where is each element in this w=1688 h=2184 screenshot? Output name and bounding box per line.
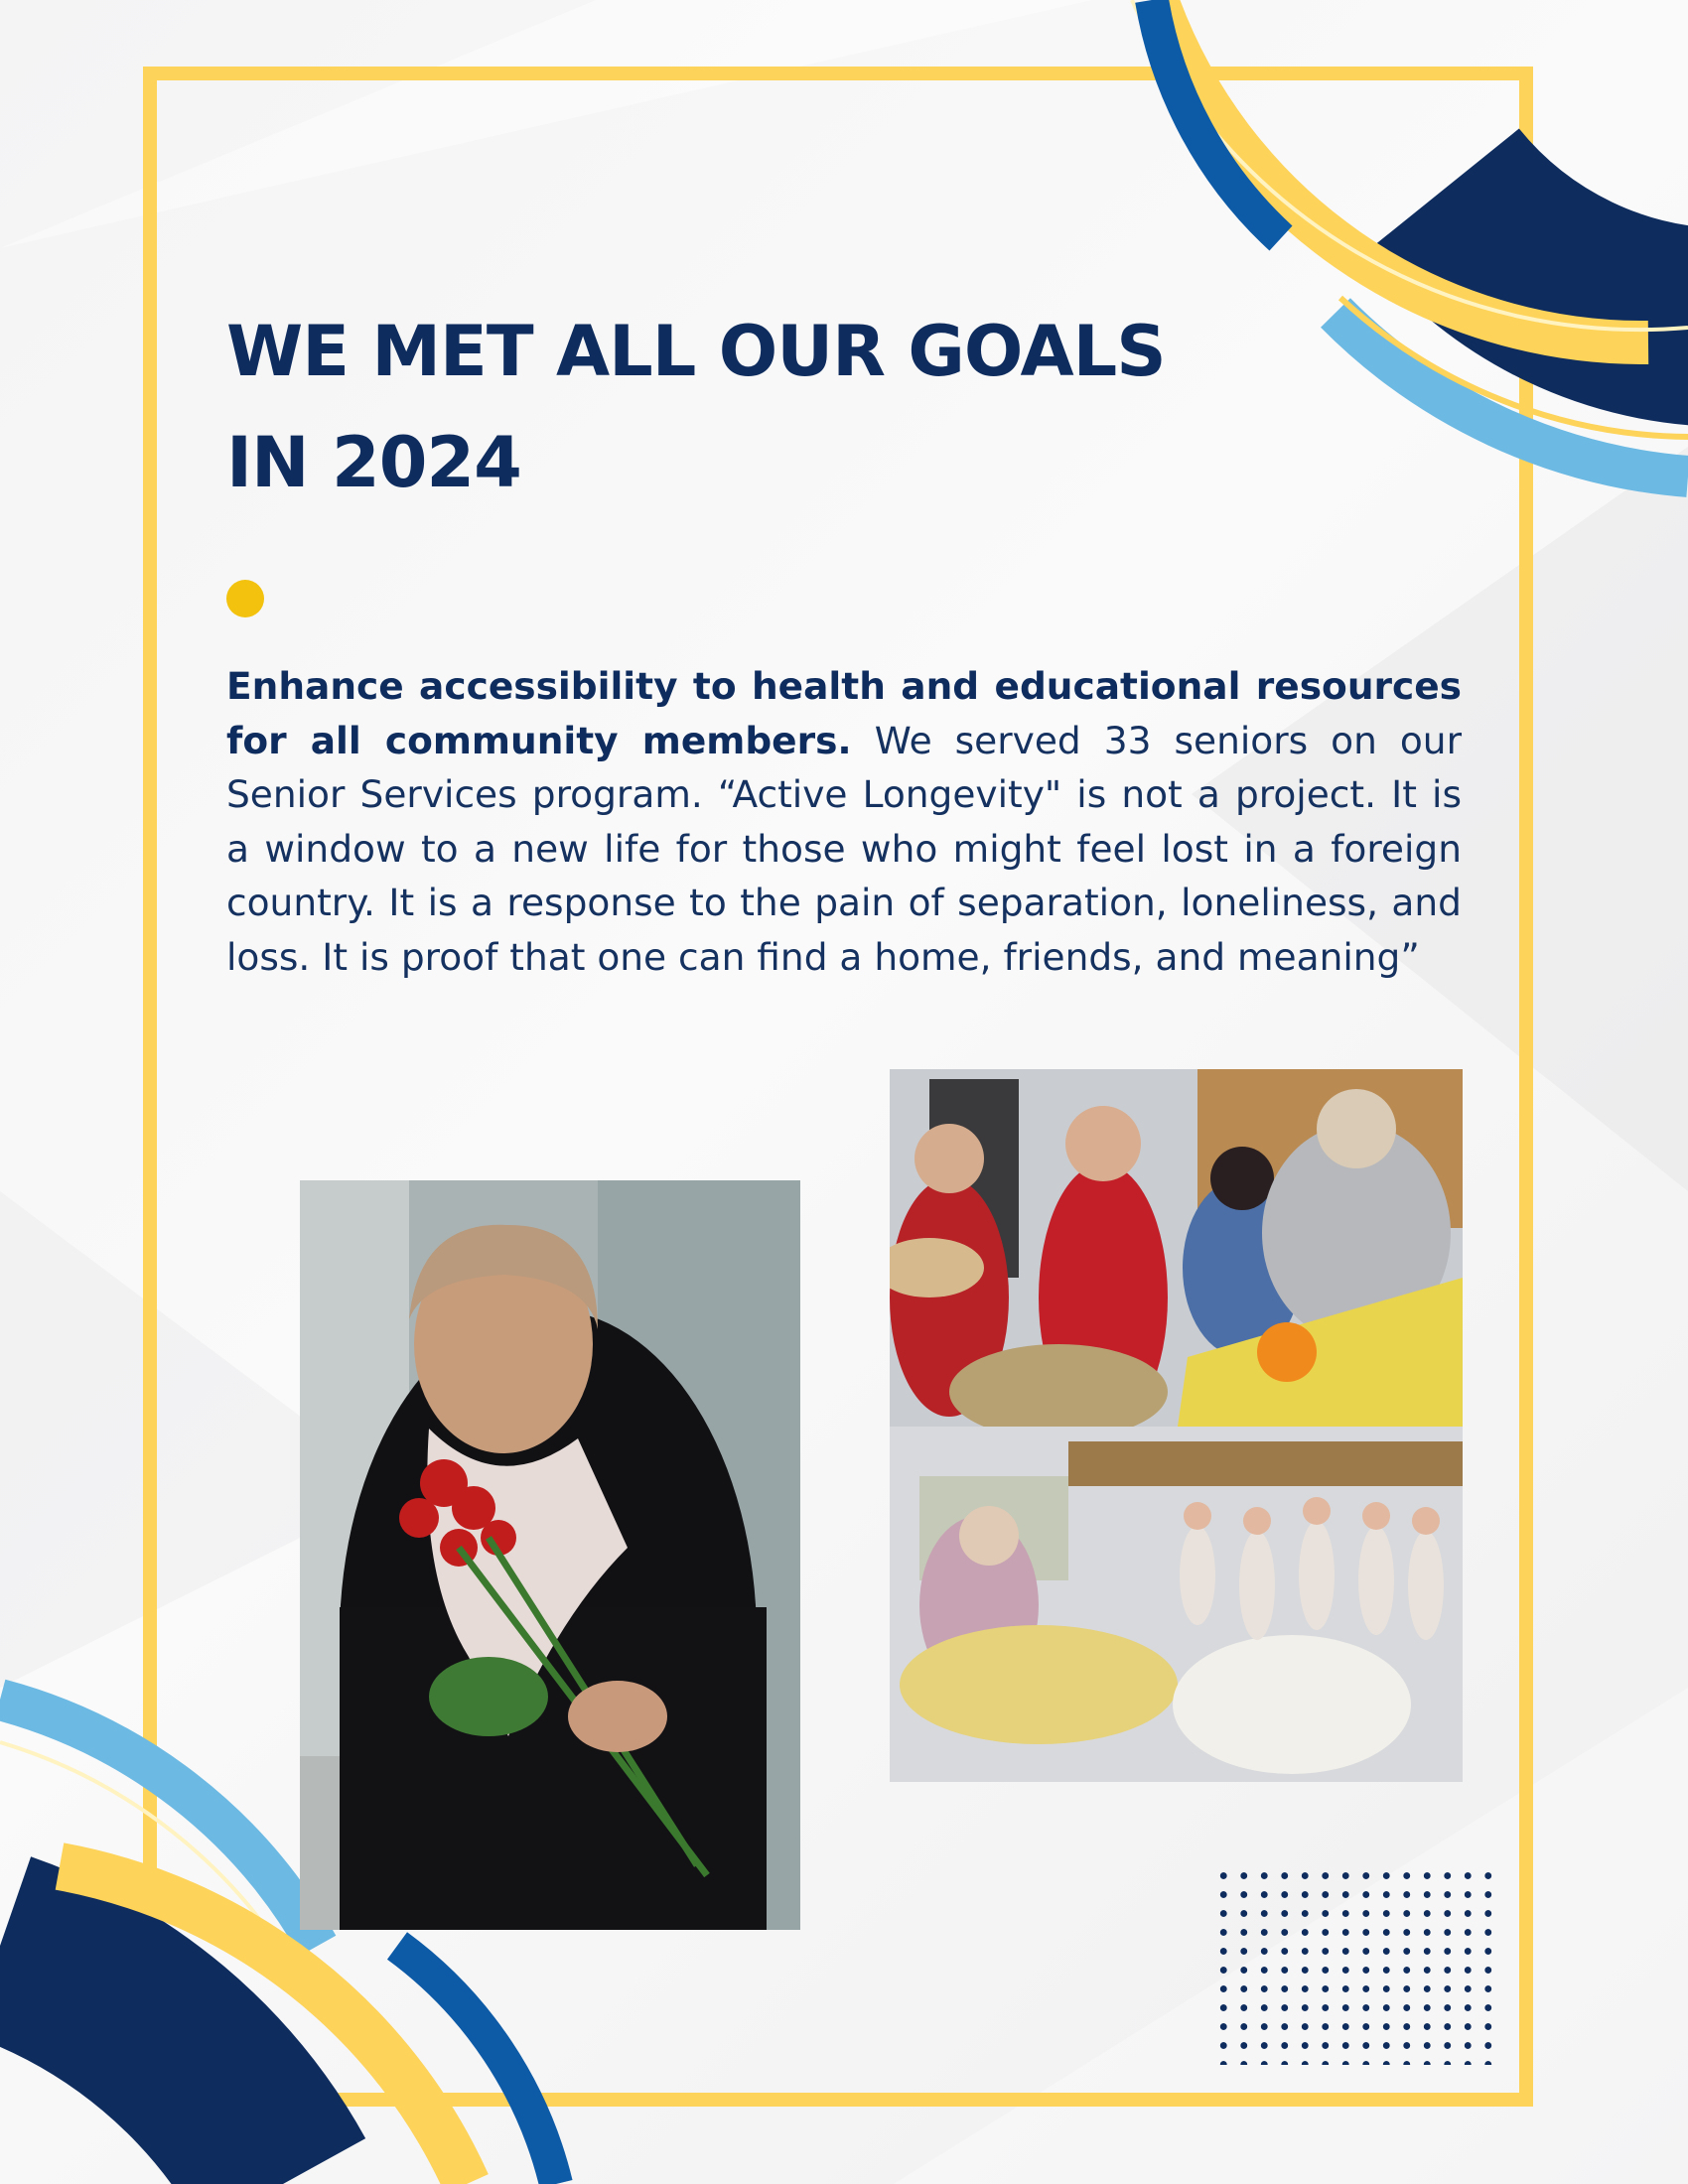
- photo-woman-with-roses: [300, 1180, 800, 1930]
- photo-senior-activities-collage: [890, 1069, 1463, 1782]
- title-line-1: WE MET ALL OUR GOALS: [226, 311, 1166, 392]
- goal-body: We served 33 seniors on our Senior Services program. “Active Longevity" is not a project. It is a window to a new life for those who might feel lost in a foreign country. It is a response to the pain of separation, loneliness, and loss. It is proof that one can find a home, friends, and meaning”: [226, 718, 1462, 979]
- goal-paragraph: [226, 659, 1462, 984]
- page-title: [226, 296, 1319, 518]
- title-line-2: IN 2024: [226, 422, 521, 503]
- bullet-dot: [226, 580, 264, 617]
- decorative-dot-grid: [1213, 1866, 1501, 2065]
- goal-headline: Enhance accessibility to health and educational resources for all community members.: [226, 664, 1462, 762]
